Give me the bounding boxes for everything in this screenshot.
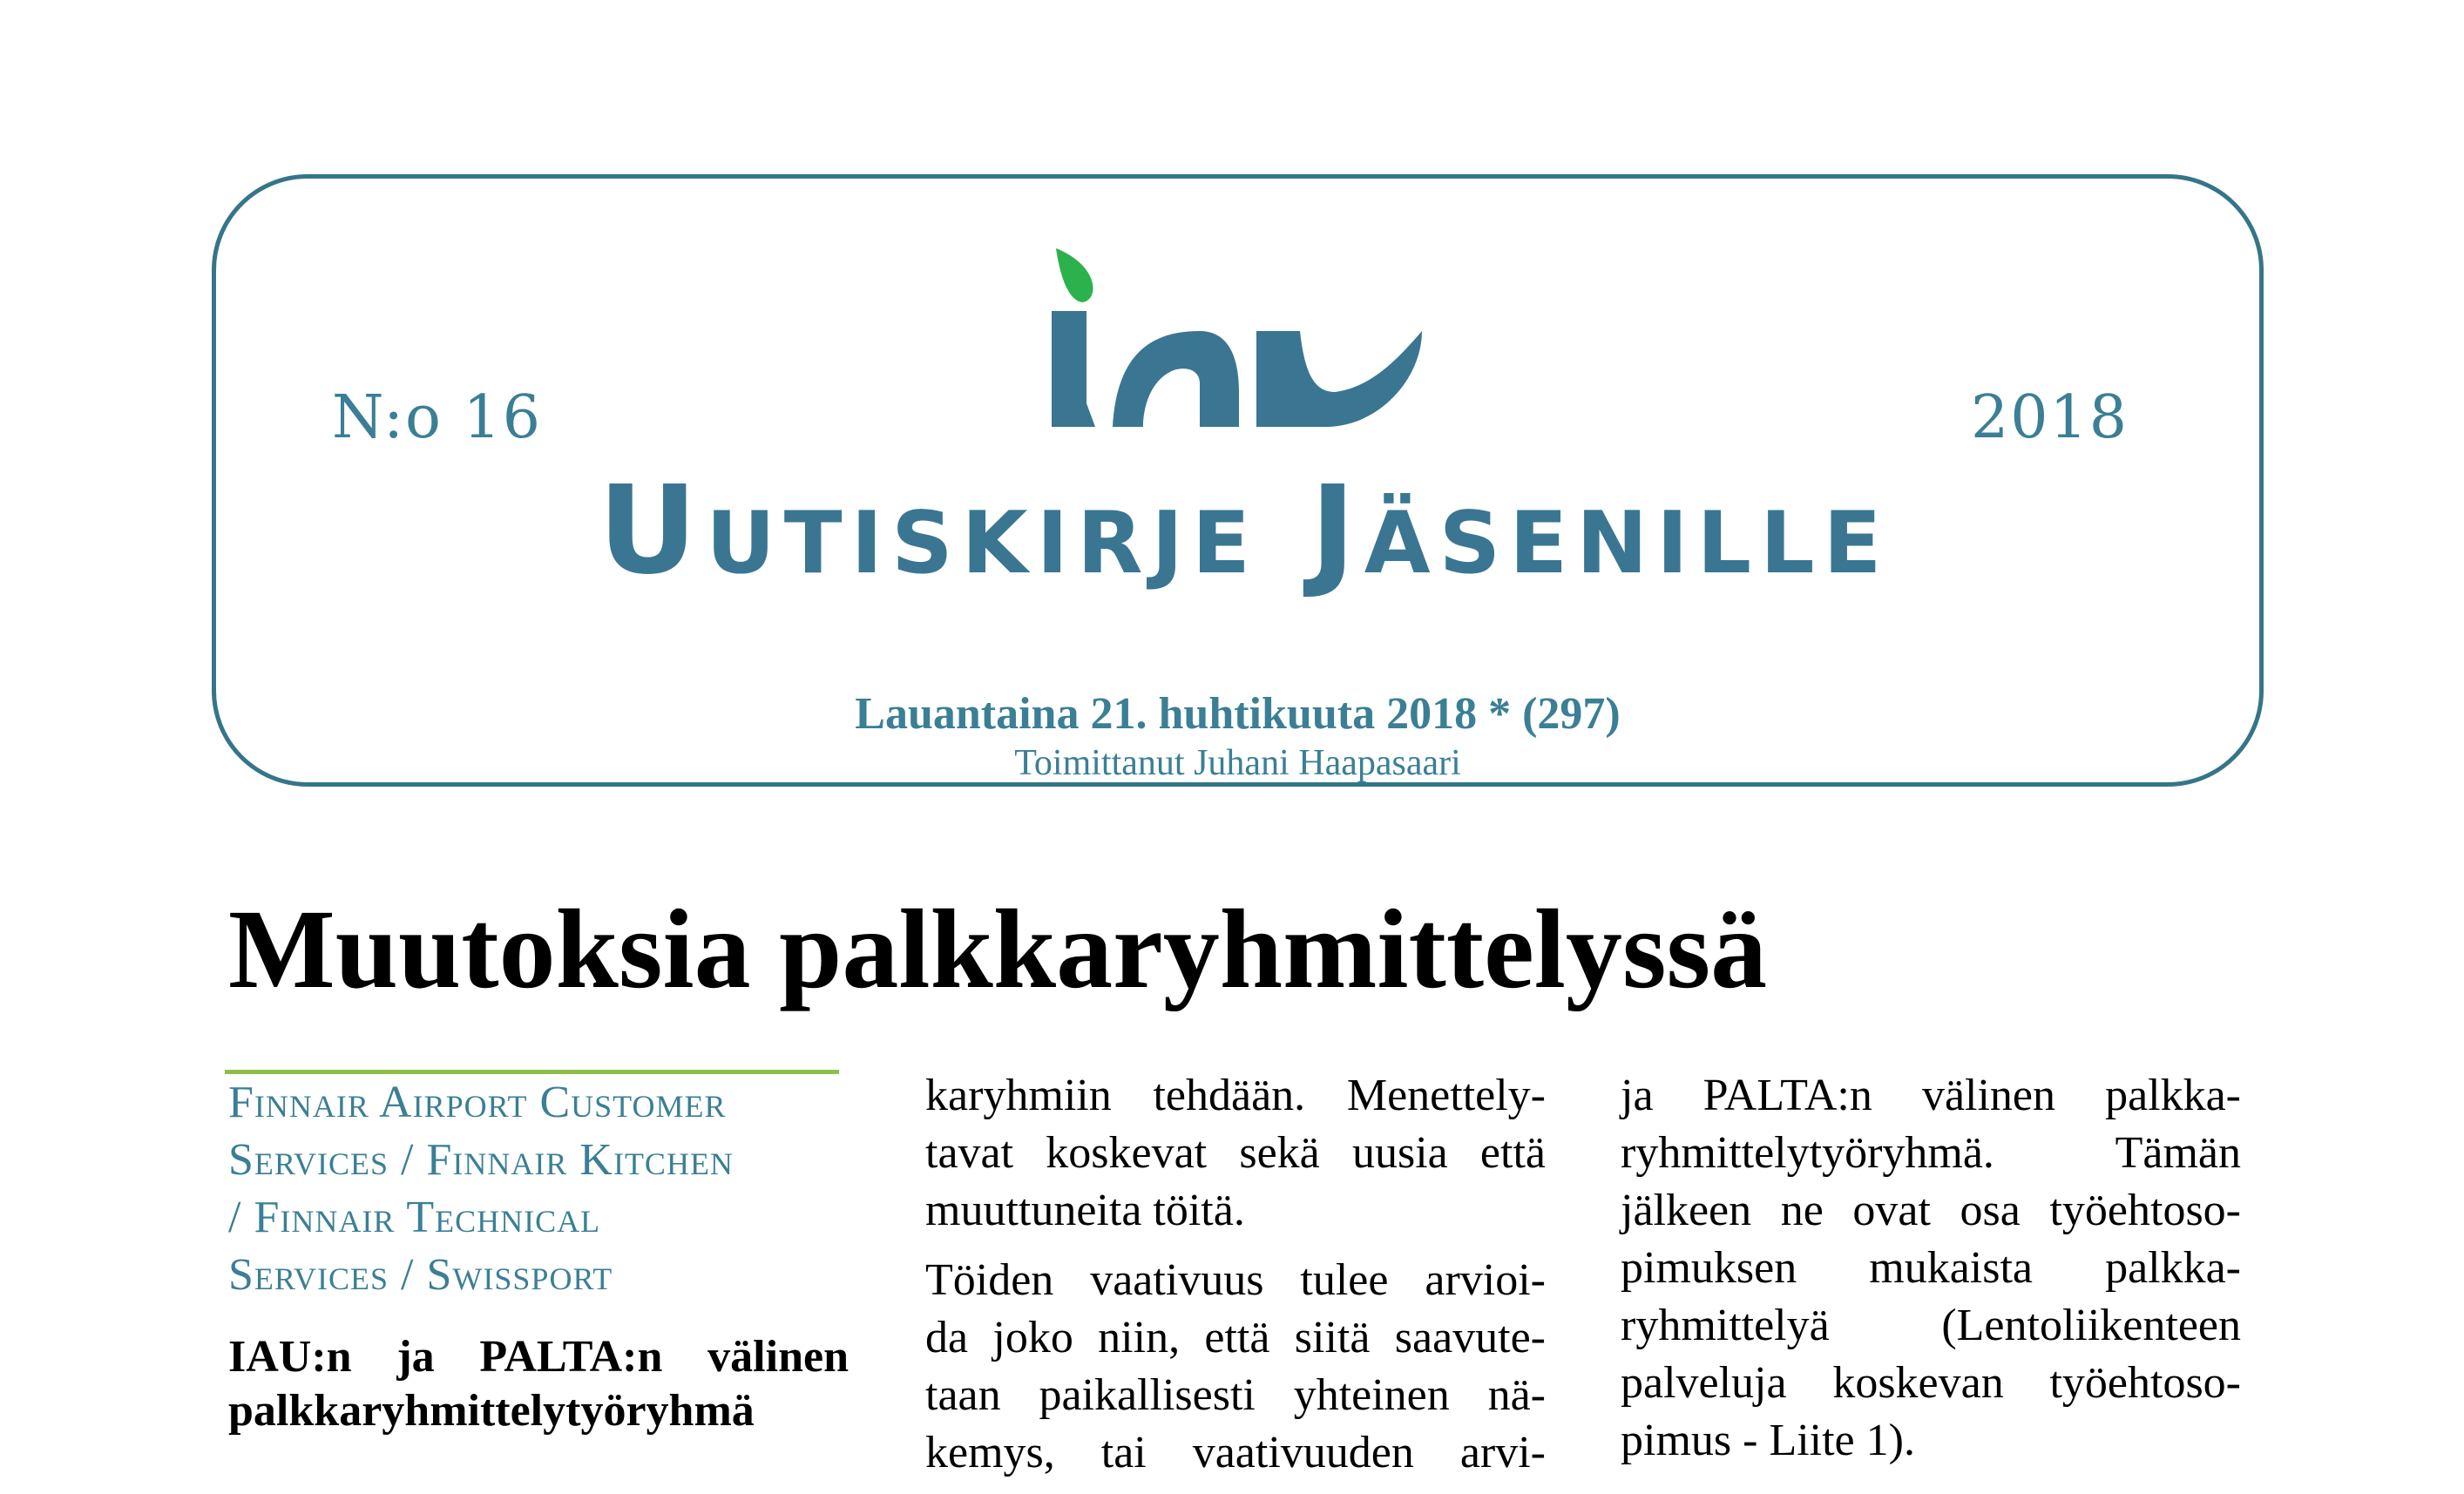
companies-list: [228, 1074, 849, 1304]
masthead-box: [212, 174, 2264, 787]
logo-letter-i: [1052, 311, 1095, 427]
text-line: ja PALTA:n välinen palkka-: [1621, 1071, 2241, 1120]
text-line: tavat koskevat sekä uusia että: [925, 1128, 1546, 1178]
text-line: pimus - Liite 1).: [1621, 1416, 1915, 1465]
text-line: ryhmittelytyöryhmä. Tämän: [1621, 1128, 2241, 1178]
text-line: palveluja koskevan työehtoso-: [1621, 1358, 2241, 1408]
paragraph: [925, 1067, 1546, 1240]
text-line: da joko niin, että siitä saavute-: [925, 1313, 1546, 1362]
companies-line: Finnair Airport Customer: [228, 1078, 727, 1127]
text-line: taan paikallisesti yhteinen nä-: [925, 1370, 1546, 1420]
text-line: pimuksen mukaista palkka-: [1621, 1243, 2241, 1293]
lead-paragraph: [228, 1330, 849, 1438]
paragraph: [1621, 1067, 2241, 1470]
newsletter-title-text: Uutiskirje Jäsenille: [598, 460, 1891, 602]
text-line: Töiden vaativuus tulee arvioi-: [925, 1255, 1546, 1305]
article-headline: Muutoksia palkkaryhmittelyssä: [228, 887, 1768, 1012]
text-line: muuttuneita töitä.: [925, 1186, 1245, 1235]
text-line: ryhmittelyä (Lentoliikenteen: [1621, 1301, 2241, 1350]
logo-letter-u: [1256, 331, 1422, 427]
text-line: jälkeen ne ovat osa työehtoso-: [1621, 1186, 2241, 1235]
text-line: karyhmiin tehdään. Menettely-: [925, 1071, 1546, 1120]
companies-line: Services / Finnair Kitchen: [228, 1135, 734, 1185]
iau-logo-art: [1047, 240, 1439, 440]
column-3: [1621, 1067, 2241, 1482]
paragraph: [925, 1252, 1546, 1482]
dateline: Lauantaina 21. huhtikuuta 2018 * (297): [855, 689, 1621, 739]
editor-credit: Toimittanut Juhani Haapasaari: [1014, 743, 1461, 783]
companies-line: Services / Swissport: [228, 1250, 613, 1300]
lead-line: IAU:n ja PALTA:n välinen: [228, 1332, 849, 1382]
newsletter-title: [438, 460, 2050, 602]
issue-number: N:o 16: [332, 383, 543, 452]
lead-line: palkkaryhmittelytyöryhmä: [228, 1386, 755, 1436]
leaf-icon: [1056, 248, 1093, 302]
issue-year: 2018: [1970, 383, 2129, 452]
companies-line: / Finnair Technical: [228, 1193, 601, 1242]
iau-logo: [1047, 240, 1439, 440]
text-line: kemys, tai vaativuuden arvi-: [925, 1428, 1546, 1477]
column-1: [228, 1067, 849, 1438]
column-2: [925, 1067, 1546, 1494]
logo-letter-a: [1113, 331, 1239, 427]
